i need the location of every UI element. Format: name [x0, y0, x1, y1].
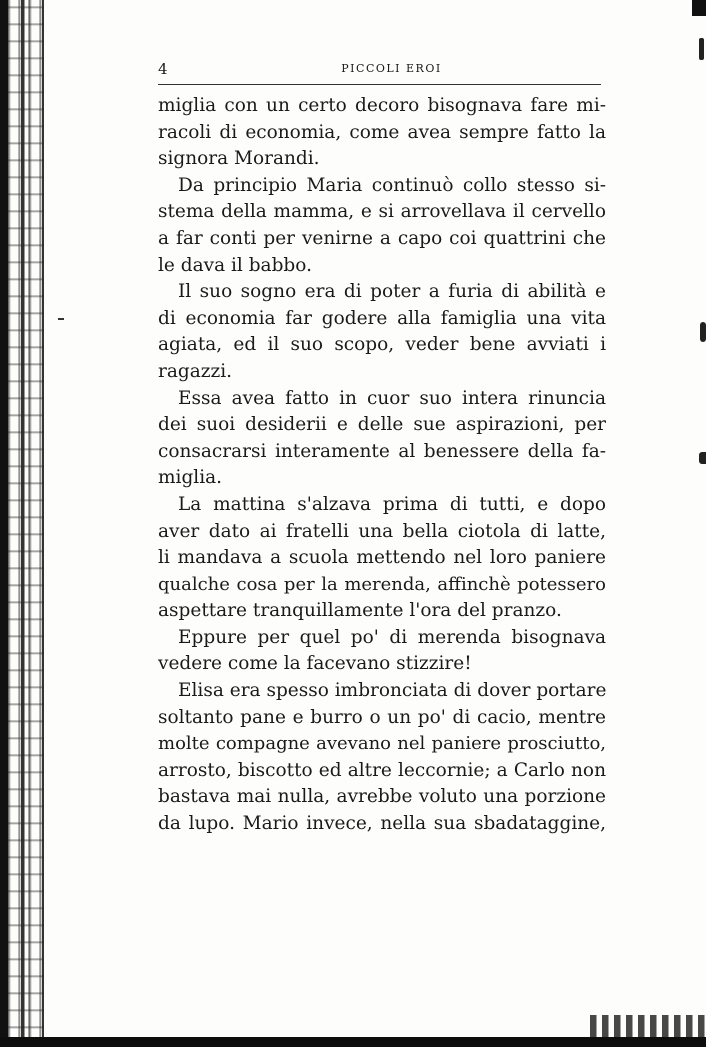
text-line: qualche cosa per la merenda, affinchè potessero: [158, 573, 606, 595]
scan-bottom-edge: [0, 1037, 706, 1047]
scan-edge-mark: [699, 38, 704, 60]
text-line: dei suoi desiderii e delle sue aspirazioni, per: [158, 414, 606, 436]
text-line: molte compagne avevano nel paniere prosciutto,: [158, 733, 606, 755]
text-line: di economia far godere alla famiglia una vita: [158, 307, 606, 329]
scan-edge-mark: [699, 452, 706, 464]
text-line: da lupo. Mario invece, nella sua sbadataggine,: [158, 813, 606, 835]
text-line: ragazzi.: [158, 360, 233, 382]
text-line: Eppure per quel po' di merenda bisognava: [178, 626, 606, 648]
text-line: arrosto, biscotto ed altre leccornie; a Carlo non: [158, 759, 606, 781]
text-line: aver dato ai fratelli una bella ciotola di latte,: [158, 520, 606, 542]
text-line: Da principio Maria continuò collo stesso si-: [178, 174, 606, 196]
page-number: 4: [158, 60, 169, 78]
text-line: bastava mai nulla, avrebbe voluto una porzione: [158, 786, 606, 808]
page-header: [158, 58, 601, 80]
text-line: stema della mamma, e si arrovellava il cervello: [158, 201, 606, 223]
text-line: soltanto pane e burro o un po' di cacio, mentre: [158, 706, 606, 728]
header-rule: [158, 84, 601, 85]
text-line: La mattina s'alzava prima di tutti, e dopo: [178, 493, 606, 515]
scan-edge-mark: [692, 0, 706, 16]
text-line: signora Morandi.: [158, 148, 320, 170]
text-line: vedere come la facevano stizzire!: [158, 653, 472, 675]
scan-bottom-smudge: [590, 1015, 706, 1037]
text-line: aspettare tranquillamente l'ora del pranzo.: [158, 600, 562, 622]
text-line: a far conti per venirne a capo coi quattrini che: [158, 227, 606, 249]
text-line: miglia con un certo decoro bisognava fare mi-: [158, 95, 606, 116]
scan-edge-mark: [700, 322, 706, 342]
text-line: Il suo sogno era di poter a furia di abilità e: [178, 281, 606, 303]
text-line: miglia.: [158, 467, 223, 489]
scan-speck: [58, 318, 64, 320]
text-line: le dava il babbo.: [158, 254, 312, 276]
text-line: agiata, ed il suo scopo, veder bene avviati i: [158, 334, 606, 356]
text-line: racoli di economia, come avea sempre fatto la: [158, 121, 606, 143]
scan-binding-shadow: [0, 0, 8, 1047]
body-text: [158, 93, 606, 838]
running-title: PICCOLI EROI: [341, 62, 442, 75]
text-line: consacrarsi interamente al benessere della fa-: [158, 440, 606, 462]
text-line: Essa avea fatto in cuor suo intera rinuncia: [178, 387, 606, 409]
text-line: Elisa era spesso imbronciata di dover portare: [178, 680, 607, 702]
text-line: li mandava a scuola mettendo nel loro paniere: [158, 547, 606, 569]
